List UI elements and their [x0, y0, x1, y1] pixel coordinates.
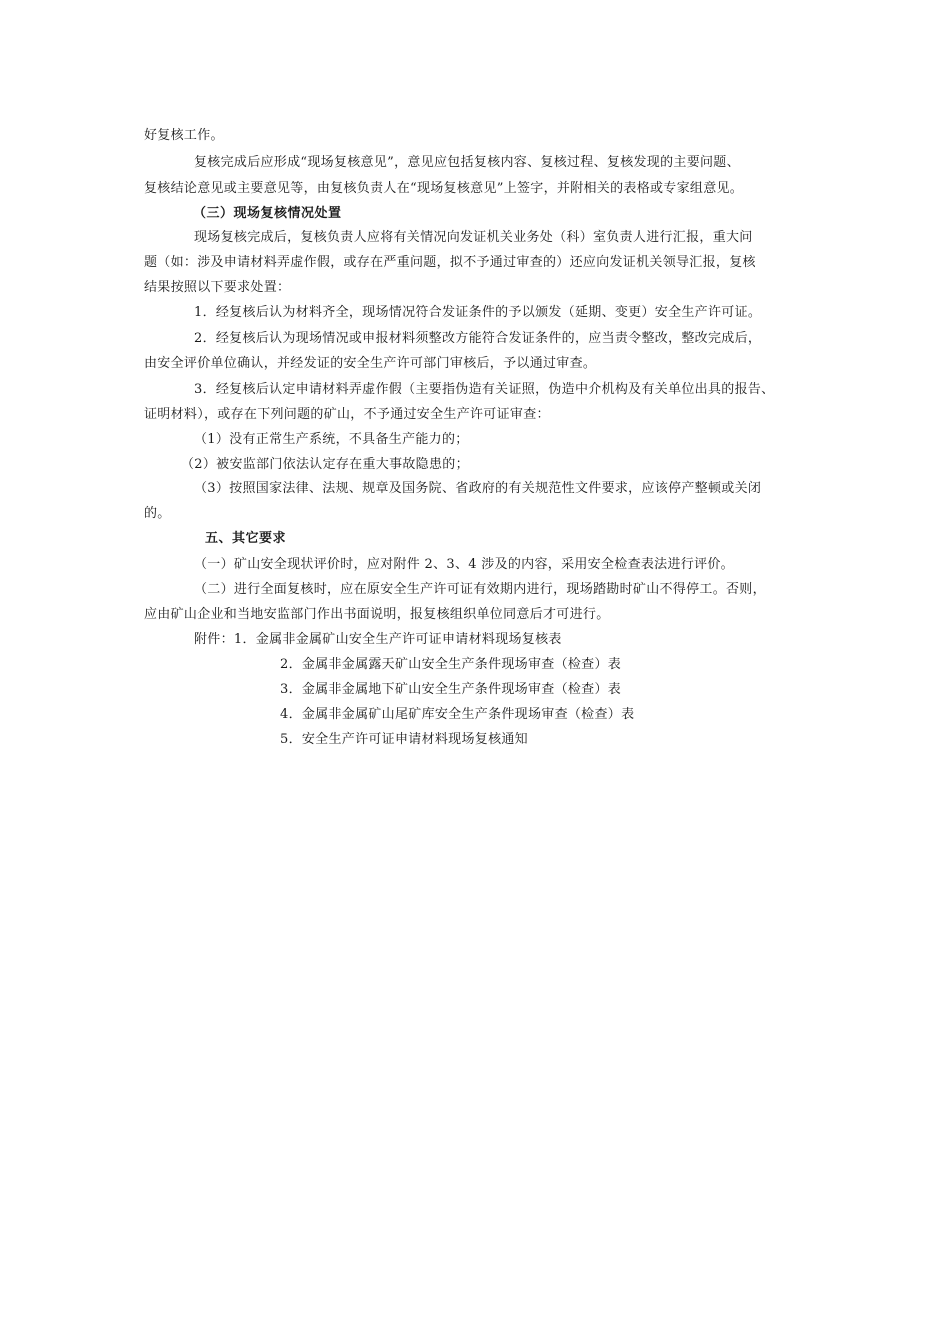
appendix-item: 2．金属非金属露天矿山安全生产条件现场审查（检查）表: [280, 657, 622, 672]
paragraph-line: 现场复核完成后，复核负责人应将有关情况向发证机关业务处（科）室负责人进行汇报，重大问: [194, 230, 753, 245]
sub-list-item: （2）被安监部门依法认定存在重大事故隐患的；: [181, 457, 469, 472]
list-item: （二）进行全面复核时，应在原安全生产许可证有效期内进行，现场踏勘时矿山不得停工。否则，: [194, 582, 766, 597]
paragraph-line: 好复核工作。: [144, 128, 224, 143]
sub-list-item: （1）没有正常生产系统，不具备生产能力的；: [194, 432, 469, 447]
list-item: （一）矿山安全现状评价时，应对附件 2、3、4 涉及的内容，采用安全检查表法进行评价。: [194, 557, 734, 572]
appendix-item: 5．安全生产许可证申请材料现场复核通知: [280, 732, 528, 747]
paragraph-line: 应由矿山企业和当地安监部门作出书面说明，报复核组织单位同意后才可进行。: [144, 607, 610, 622]
paragraph-line: 证明材料），或存在下列问题的矿山，不予通过安全生产许可证审查：: [144, 407, 550, 422]
list-item: 1．经复核后认为材料齐全，现场情况符合发证条件的予以颁发（延期、变更）安全生产许可证。: [194, 305, 762, 320]
sub-list-item: （3）按照国家法律、法规、规章及国务院、省政府的有关规范性文件要求，应该停产整顿或关闭: [194, 481, 762, 496]
list-item: 3．经复核后认定申请材料弄虚作假（主要指伪造有关证照，伪造中介机构及有关单位出具的报告、: [194, 382, 775, 397]
paragraph-line: 的。: [144, 506, 171, 521]
section-heading: 五、其它要求: [205, 531, 287, 546]
paragraph-line: 由安全评价单位确认，并经发证的安全生产许可部门审核后，予以通过审查。: [144, 356, 597, 371]
list-item: 2．经复核后认为现场情况或申报材料须整改方能符合发证条件的，应当责令整改，整改完成后，: [194, 331, 762, 346]
paragraph-line: 复核完成后应形成“现场复核意见”，意见应包括复核内容、复核过程、复核发现的主要问题、: [194, 155, 740, 170]
paragraph-line: 结果按照以下要求处置：: [144, 280, 291, 295]
appendix-item: 4．金属非金属矿山尾矿库安全生产条件现场审查（检查）表: [280, 707, 635, 722]
paragraph-line: 题（如：涉及申请材料弄虚作假，或存在严重问题，拟不予通过审查的）还应向发证机关领导汇报，复核: [144, 255, 756, 270]
section-heading: （三）现场复核情况处置: [193, 206, 342, 221]
appendix-item: 3．金属非金属地下矿山安全生产条件现场审查（检查）表: [280, 682, 622, 697]
appendix-item: 附件：1．金属非金属矿山安全生产许可证申请材料现场复核表: [194, 632, 562, 647]
paragraph-line: 复核结论意见或主要意见等，由复核负责人在“现场复核意见”上签字，并附相关的表格或专家组意见。: [144, 181, 744, 196]
